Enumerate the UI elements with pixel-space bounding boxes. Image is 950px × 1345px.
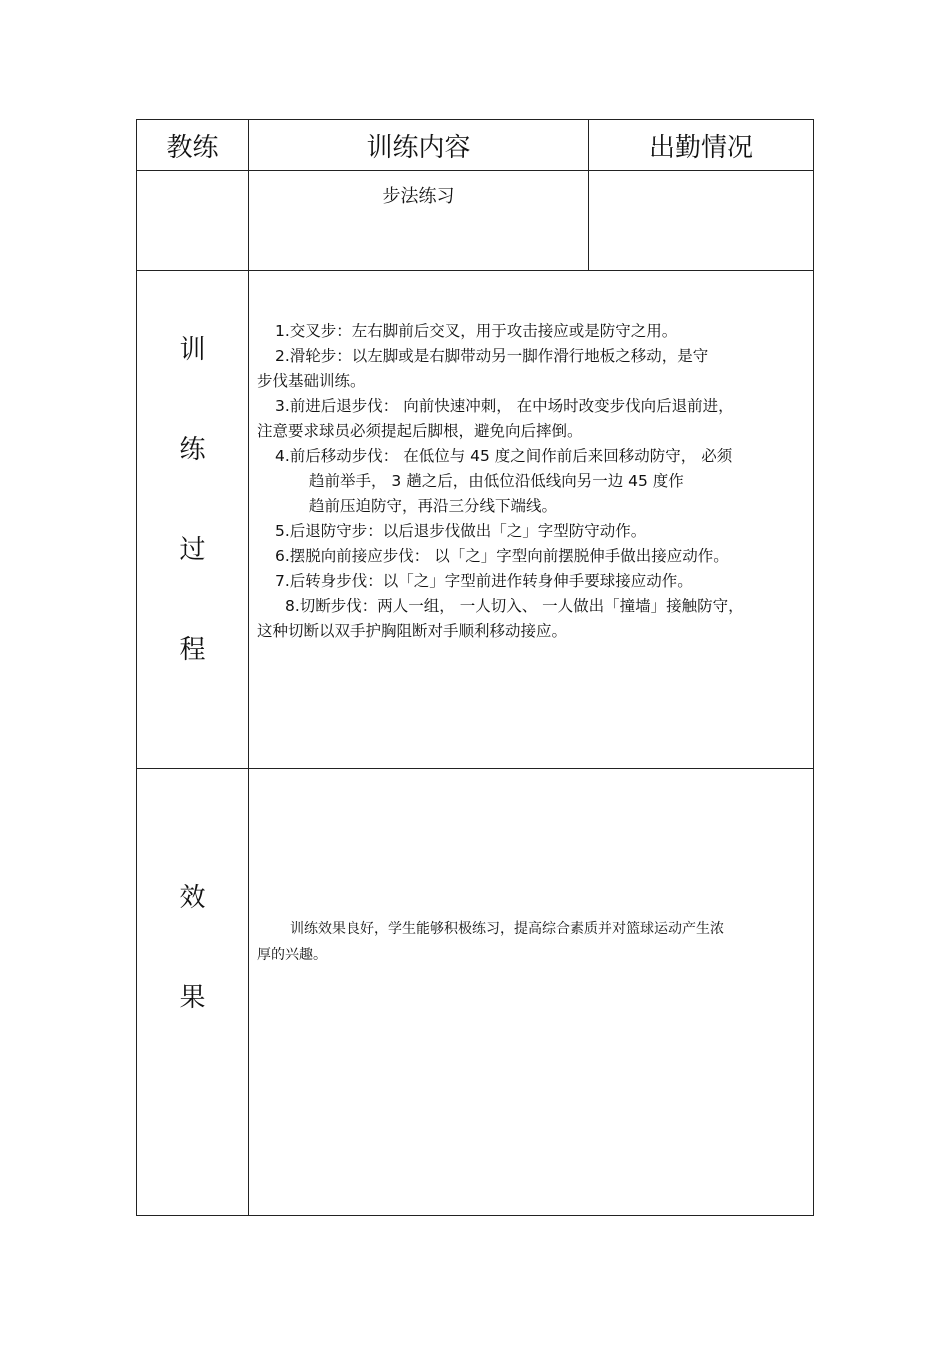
process-line: 8.切断步伐：两人一组， 一人切入、 一人做出「撞墙」接触防守， [285,597,744,615]
process-label-char: 过 [179,535,206,565]
process-line: 注意要求球员必须提起后脚根，避免向后摔倒。 [257,422,583,440]
effect-label [137,769,248,1215]
coach-cell [137,171,248,270]
process-line: 5.后退防守步：以后退步伐做出「之」字型防守动作。 [275,522,647,540]
effect-content [257,916,809,968]
effect-label-char: 效 [179,883,206,913]
process-label-char: 训 [179,335,206,365]
process-line: 2.滑轮步：以左脚或是右脚带动另一脚作滑行地板之移动，是守 [275,347,709,365]
effect-line: 训练效果良好，学生能够积极练习，提高综合素质并对篮球运动产生浓 [290,921,724,937]
process-line: 这种切断以双手护胸阻断对手顺利移动接应。 [257,622,568,640]
effect-line: 厚的兴趣。 [257,947,327,963]
header-content-text: 训练内容 [366,132,471,163]
process-line: 6.摆脱向前接应步伐： 以「之」字型向前摆脱伸手做出接应动作。 [275,547,729,565]
process-label-char: 练 [179,435,206,465]
process-content [257,319,809,644]
process-line: 趋前压迫防守，再沿三分线下端线。 [309,497,558,515]
header-attendance-text: 出勤情况 [648,132,753,163]
header-content [249,120,588,170]
topic-text: 步法练习 [382,186,455,207]
training-record-table [136,119,814,1216]
topic-cell [249,182,588,262]
process-line: 4.前后移动步伐： 在低位与 45 度之间作前后来回移动防守， 必须 [275,447,733,465]
header-coach [137,120,248,170]
process-line: 3.前进后退步伐： 向前快速冲刺， 在中场时改变步伐向后退前进， [275,397,734,415]
process-line: 1.交叉步：左右脚前后交叉，用于攻击接应或是防守之用。 [275,322,678,340]
process-line: 趋前举手， 3 趟之后，由低位沿低线向另一边 45 度作 [309,472,684,490]
header-attendance [589,120,813,170]
process-label [137,271,248,768]
header-coach-text: 教练 [166,132,219,163]
attendance-cell [589,171,813,270]
effect-label-char: 果 [179,983,206,1013]
column-divider [248,120,249,1215]
process-line: 步伐基础训练。 [257,372,366,390]
process-label-char: 程 [179,635,206,665]
process-line: 7.后转身步伐：以「之」字型前进作转身伸手要球接应动作。 [275,572,693,590]
